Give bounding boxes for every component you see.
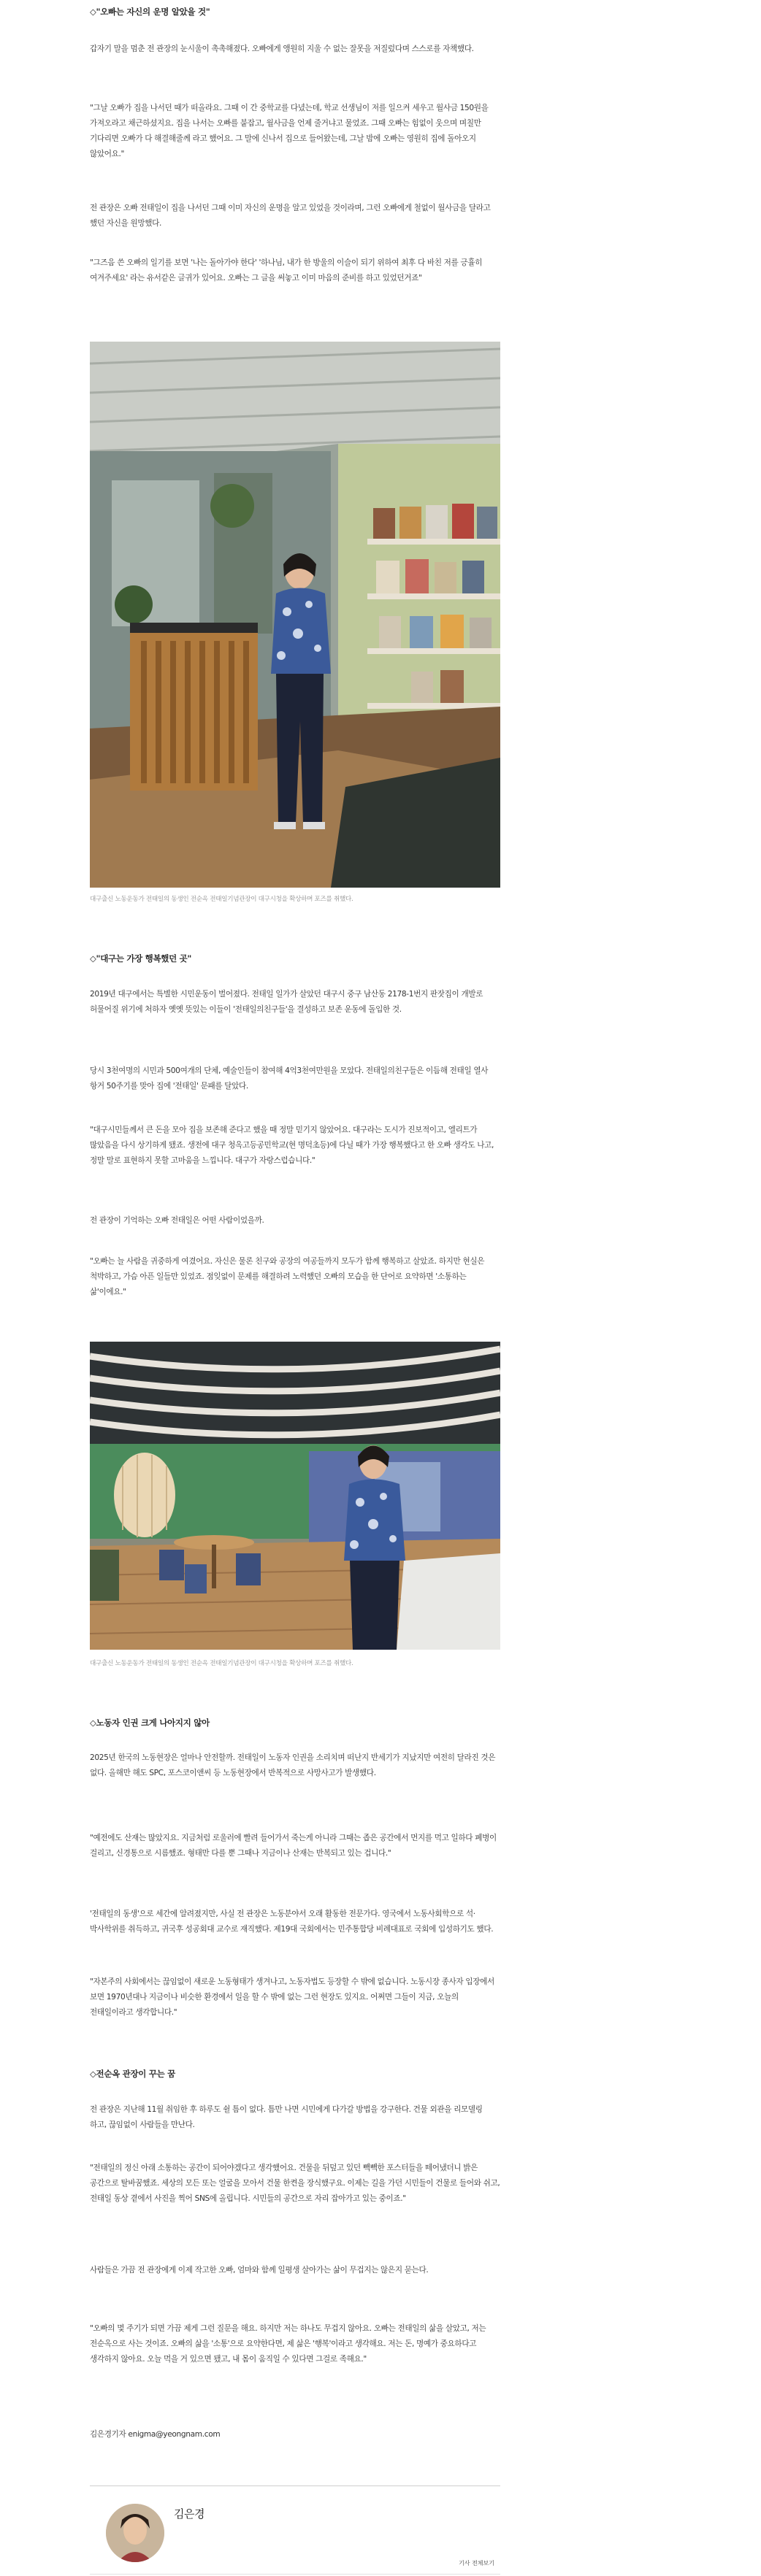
photo-2 [90, 1342, 500, 1650]
byline: 김은경기자 enigma@yeongnam.com [90, 2430, 221, 2439]
paragraph: 2019년 대구에서는 특별한 시민운동이 벌어졌다. 전태일 일가가 살았던 대구시 중구 남산동 2178-1번지 판잣집이 개발로 허물어질 위기에 처하자 옛옛 뜻있는 이들이 '전태일의친구들'을 결성하고 보존 운동에 돌입한 것. [90, 990, 483, 1014]
section-heading-3: ◇노동자 인권 크게 나아지지 않아 [90, 1718, 210, 1728]
paragraph: 2025년 한국의 노동현장은 얼마나 안전할까. 전태일이 노동자 인권을 소리치며 떠난지 반세기가 지났지만 여전히 달라진 것은 없다. 올해만 해도 SPC, 포스코이앤씨 등 노동현장에서 반복적으로 사망사고가 발생했다. [90, 1753, 496, 1777]
paragraph: 갑자기 말을 멈춘 전 관장의 눈시울이 촉촉해졌다. 오빠에게 앵원히 지울 수 없는 잘못을 저질렀다며 스스로를 자책했다. [90, 45, 474, 53]
section-heading-1: ◇"오빠는 자신의 운명 알았을 것" [90, 7, 210, 17]
paragraph: 당시 3천여명의 시민과 500여개의 단체, 예술인들이 참여해 4억3천여만원을 모았다. 전태일의친구들은 이듬해 전태일 열사 항거 50주기를 맞아 집에 '전태일' 문패를 달았다. [90, 1066, 489, 1091]
photo-2-illustration [90, 1342, 500, 1650]
paragraph: 사람들은 가끔 전 관장에게 이제 작고한 오빠, 엄마와 함께 일평생 살아가는 삶이 무겁지는 않은지 묻는다. [90, 2266, 429, 2275]
paragraph: "전태일의 정신 아래 소통하는 공간이 되어야겠다고 생각했어요. 건물을 뒤덮고 있던 빽빽한 포스터들을 떼어냈더니 밝은 공간으로 탈바꿈했죠. 세상의 모든 또는 얼굴을 모아서 건물 한켠을 장식했구요. 이제는 길을 가던 시민들이 건물로 들어와 쉬고, 전태일 동상 곁에서 사진을 찍어 SNS에 올립니다. 시민들의 공간으로 자리 잡아가고 있는 중이죠." [90, 2164, 500, 2203]
photo-caption-2: 대구출신 노동운동가 전태일의 동생인 전순옥 전태일기념관장이 대구시청을 확상하며 포즈를 취했다. [90, 1660, 353, 1667]
section-heading-2: ◇"대구는 가장 행복했던 곳" [90, 953, 192, 964]
paragraph: "예전에도 산재는 많았지요. 지금처럼 로울러에 빨려 들어가서 죽는게 아니라 그때는 좁은 공간에서 먼지를 먹고 일하다 폐병이 걸리고, 신경통으로 시름했죠. 형태만 다를 뿐 그때나 지금이나 산재는 반복되고 있는 겁니다." [90, 1834, 497, 1858]
view-all-articles-link[interactable]: 기사 전체보기 [459, 2560, 494, 2567]
author-name: 김은경 [174, 2507, 204, 2521]
paragraph: "자본주의 사회에서는 끊임없이 새로운 노동형태가 생겨나고, 노동자법도 등장할 수 밖에 없습니다. 노동시장 종사자 입장에서 보면 1970년대나 지금이나 비슷한 환경에서 일을 할 수 밖에 없는 그런 현장도 있지요. 어쩌면 그들이 지금, 오늘의 전태일이라고 생각합니다." [90, 1977, 494, 2017]
paragraph: '전태일의 동생'으로 세간에 알려졌지만, 사실 전 관장은 노동분야서 오래 활동한 전문가다. 영국에서 노동사회학으로 석·박사학위를 취득하고, 귀국후 성공회대 교수로 재직했다. 제19대 국회에서는 민주통합당 비례대표로 국회에 입성하기도 했다. [90, 1910, 494, 1934]
paragraph: 전 관장이 기억하는 오빠 전태일은 어떤 사람이었을까. [90, 1216, 264, 1225]
paragraph: "그즈음 쓴 오빠의 일기를 보면 '나는 돌아가야 한다' '하나님, 내가 한 방울의 이슬이 되기 위하여 최후 다 바친 저를 긍휼히 여겨주세요' 라는 유서같은 글귀가 있어요. 오빠는 그 글을 써놓고 이미 마음의 준비를 하고 있었던거죠" [90, 258, 483, 282]
photo-1-illustration [90, 342, 500, 888]
paragraph: "오빠의 몇 주기가 되면 가끔 제게 그런 질문을 해요. 하지만 저는 하나도 무겁지 않아요. 오빠는 전태일의 삶을 살았고, 저는 전순옥으로 사는 것이죠. 오빠의 삶을 '소통'으로 요약한다면, 제 삶은 '행복'이라고 생각해요. 저는 돈, 명예가 중요하다고 생각하지 않아요. 오늘 먹을 거 있으면 됐고, 내 몸이 움직일 수 있다면 그걸로 족해요." [90, 2324, 486, 2364]
section-heading-4: ◇전순옥 관장이 꾸는 꿈 [90, 2069, 175, 2079]
author-box [90, 2485, 500, 2575]
paragraph: "그날 오빠가 집을 나서던 때가 떠올라요. 그때 이 간 중학교를 다녔는데, 학교 선생님이 저를 일으켜 세우고 월사금 150원을 가져오라고 채근하셨지요. 집을 나서는 오빠를 붙잡고, 월사금을 언제 줄거냐고 물었죠. 그때 오빠는 힘없이 웃으며 며칠만 기다리면 오빠가 다 해결해줄께 라고 했어요. 그 말에 신나서 집으로 들어왔는데, 그날 밤에 오빠는 영원히 집에 돌아오지 않았어요." [90, 104, 489, 158]
photo-1 [90, 342, 500, 888]
paragraph: "오빠는 늘 사람을 귀중하게 여겼어요. 자신은 물론 친구와 공장의 여공들까지 모두가 함께 행복하고 살았죠. 하지만 현실은 척박하고, 가슴 아픈 일들만 있었죠. 점잊없이 문제를 해결하려 노력했던 오빠의 모습을 한 단어로 요약하면 '소통하는 삶'이에요." [90, 1257, 485, 1296]
photo-caption-1: 대구출신 노동운동가 전태일의 동생인 전순옥 전태일기념관장이 대구시청을 확상하며 포즈를 취했다. [90, 896, 353, 903]
paragraph: "대구시민들께서 큰 돈을 모아 집을 보존해 준다고 했을 때 정말 믿기지 않았어요. 대구라는 도시가 진보적이고, 엘리트가 많았음을 다시 상기하게 됐죠. 생전에 대구 청옥고등공민학교(현 명덕초등)에 다닐 때가 가장 행복했다고 한 오빠 생각도 나고, 정말 말로 표현하지 못할 고마움을 느낍니다. 대구가 자랑스럽습니다." [90, 1126, 494, 1165]
avatar [106, 2504, 164, 2562]
paragraph: 전 관장은 오빠 전태일이 집을 나서던 그때 이미 자신의 운명을 알고 있었을 것이라며, 그런 오빠에게 철없이 월사금을 달라고 했던 자신을 원망했다. [90, 204, 491, 228]
paragraph: 전 관장은 지난해 11월 취임한 후 하루도 쉴 틈이 없다. 틈만 나면 시민에게 다가갈 방법을 강구한다. 건물 외관을 리모델링 하고, 끊임없이 사람들을 만난다. [90, 2105, 483, 2129]
